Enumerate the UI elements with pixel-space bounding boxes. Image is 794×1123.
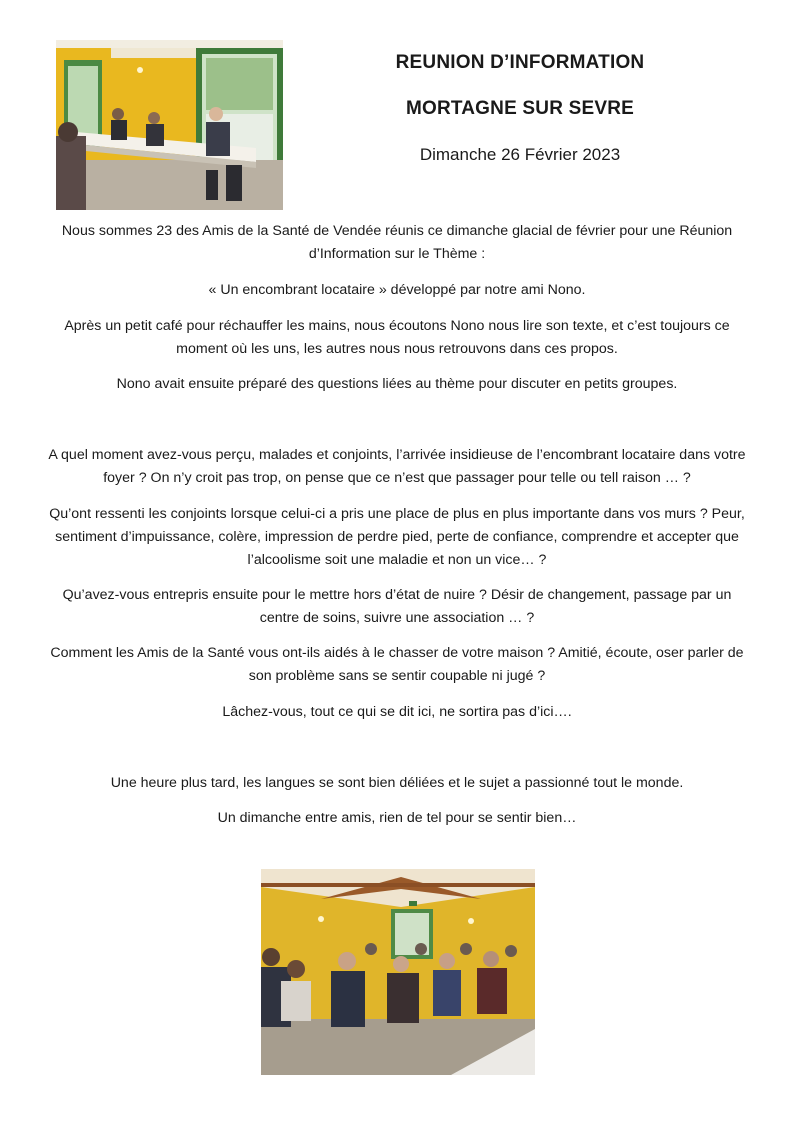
- paragraph-question-2: Qu’ont ressenti les conjoints lorsque celui-ci a pris une place de plus en plus importante dans vos murs ? Peur, sentiment d’impuissance, colère, impression de perdre pied, perte de confiance, comprendre et accepter que l’alcoolisme soit une maladie et non un vice… ?: [49, 506, 745, 568]
- paragraph-lachez-vous: Lâchez-vous, tout ce qui se dit ici, ne sortira pas d’ici….: [222, 704, 572, 720]
- paragraph-question-1: A quel moment avez-vous perçu, malades et conjoints, l’arrivée insidieuse de l’encombrant locataire dans votre foyer ? On n’y croit pas trop, on pense que ce n’est que passager pour telle ou tell raison … ?: [48, 447, 746, 486]
- paragraph-questions-intro: Nono avait ensuite préparé des questions liées au thème pour discuter en petits groupes.: [116, 376, 678, 392]
- page-title: REUNION D’INFORMATION: [395, 52, 645, 73]
- page-subtitle-location: MORTAGNE SUR SEVRE: [405, 98, 635, 119]
- paragraph-intro: Nous sommes 23 des Amis de la Santé de Vendée réunis ce dimanche glacial de février pour une Réunion d’Information sur le Thème :: [61, 223, 733, 262]
- paragraph-closing: Un dimanche entre amis, rien de tel pour se sentir bien…: [217, 810, 577, 826]
- paragraph-question-4: Comment les Amis de la Santé vous ont-ils aidés à le chasser de votre maison ? Amitié, écoute, oser parler de son problème sans se sentir coupable ni jugé ?: [50, 645, 744, 684]
- paragraph-question-3: Qu’avez-vous entrepris ensuite pour le mettre hors d’état de nuire ? Désir de changement, passage par un centre de soins, suivre une association … ?: [62, 587, 732, 626]
- audience-photo: [261, 869, 535, 1075]
- paragraph-conclusion: Une heure plus tard, les langues se sont bien déliées et le sujet a passionné tout le monde.: [110, 775, 684, 791]
- paragraph-theme: « Un encombrant locataire » développé par notre ami Nono.: [208, 282, 586, 298]
- event-date: Dimanche 26 Février 2023: [419, 145, 621, 164]
- meeting-table-photo: [56, 40, 283, 210]
- paragraph-cafe: Après un petit café pour réchauffer les mains, nous écoutons Nono nous lire son texte, et c’est toujours ce moment où les uns, les autres nous nous retrouvons dans ces propos.: [64, 318, 730, 357]
